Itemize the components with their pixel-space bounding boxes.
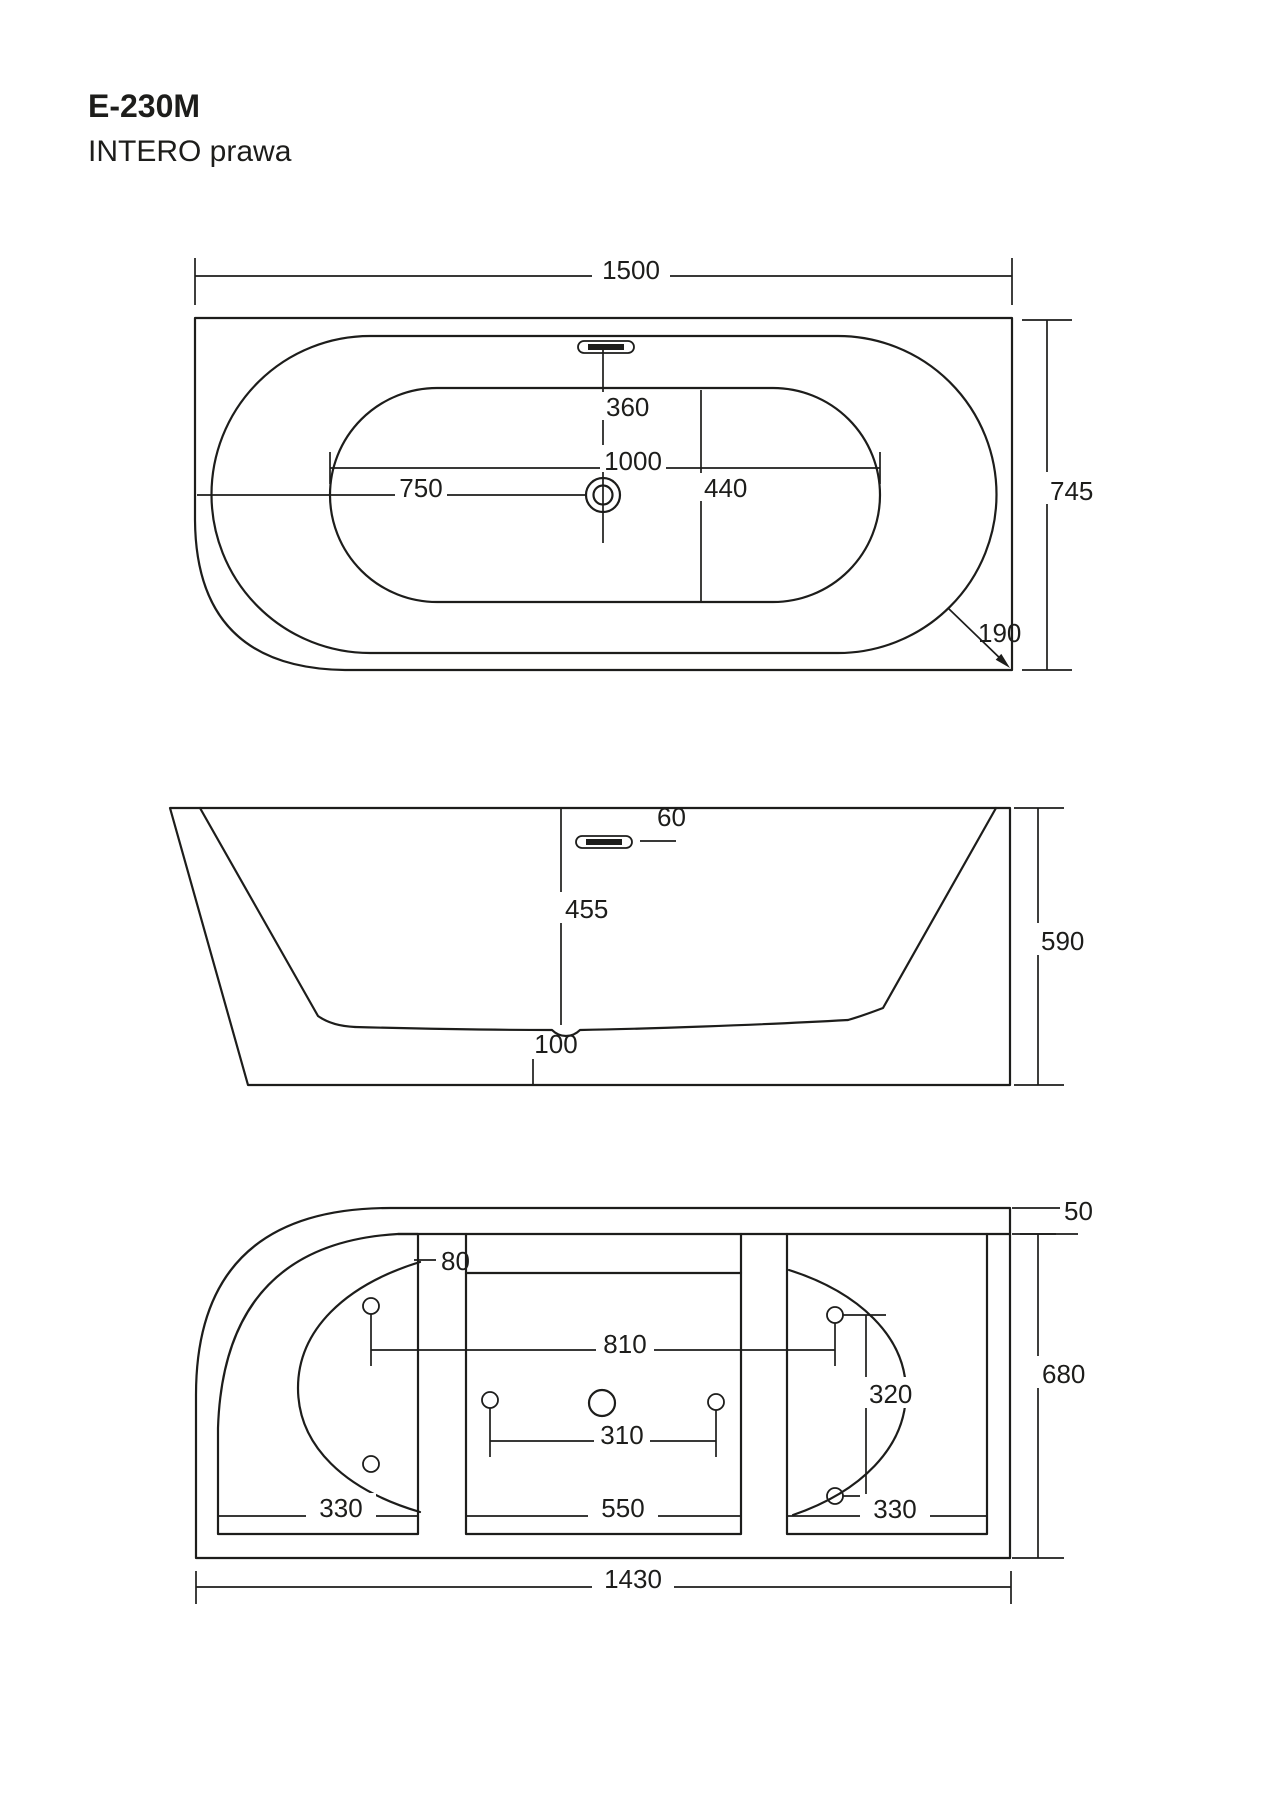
svg-text:440: 440	[704, 473, 748, 503]
dim-corner-radius	[948, 608, 1021, 668]
svg-text:80: 80	[441, 1246, 470, 1276]
dim-outer-holes-spacing	[371, 1314, 835, 1366]
dim-panel-gap	[414, 1246, 470, 1276]
bottom-drain-hole	[589, 1390, 615, 1416]
side-view	[170, 802, 1088, 1085]
model-variant: INTERO prawa	[88, 135, 292, 168]
basin-arc-left	[298, 1262, 420, 1512]
model-code: E-230M	[88, 88, 201, 124]
dim-base-length	[196, 1562, 1011, 1604]
svg-text:1430: 1430	[604, 1564, 662, 1594]
dim-holes-vertical-spacing	[843, 1315, 912, 1496]
dim-drain-from-left	[197, 473, 586, 503]
svg-text:310: 310	[600, 1420, 644, 1450]
title-block	[88, 88, 292, 168]
dim-overall-width	[1022, 320, 1098, 670]
dim-base-height	[533, 1029, 578, 1085]
side-overflow-icon	[576, 836, 632, 848]
svg-text:1000: 1000	[604, 446, 662, 476]
dim-overall-height	[1014, 808, 1088, 1085]
svg-text:680: 680	[1042, 1359, 1086, 1389]
svg-text:360: 360	[606, 392, 650, 422]
svg-text:60: 60	[657, 802, 686, 832]
dim-center-base-width	[466, 1493, 741, 1523]
svg-text:590: 590	[1041, 926, 1085, 956]
svg-text:190: 190	[978, 618, 1022, 648]
svg-text:50: 50	[1064, 1196, 1093, 1226]
center-panel	[466, 1234, 741, 1534]
svg-text:330: 330	[319, 1493, 363, 1523]
svg-text:1500: 1500	[602, 255, 660, 285]
svg-text:100: 100	[534, 1029, 578, 1059]
dim-rim-offset	[1012, 1196, 1093, 1234]
svg-text:745: 745	[1050, 476, 1094, 506]
svg-text:320: 320	[869, 1379, 913, 1409]
dim-right-base-width	[787, 1494, 987, 1524]
top-view	[195, 252, 1098, 670]
svg-text:550: 550	[601, 1493, 645, 1523]
side-basin-right-wall	[848, 808, 996, 1020]
dim-bottom-height	[1012, 1234, 1088, 1558]
dim-left-base-width	[218, 1493, 418, 1523]
overflow-icon	[578, 341, 634, 353]
dim-overall-length	[195, 252, 1012, 305]
side-outline	[170, 808, 1010, 1085]
bottom-view	[196, 1196, 1093, 1604]
svg-text:750: 750	[399, 473, 443, 503]
left-panel	[218, 1234, 418, 1534]
svg-text:455: 455	[565, 894, 609, 924]
svg-text:810: 810	[603, 1329, 647, 1359]
side-basin-floor	[355, 1020, 848, 1036]
dim-inner-width	[696, 390, 747, 601]
svg-text:330: 330	[873, 1494, 917, 1524]
